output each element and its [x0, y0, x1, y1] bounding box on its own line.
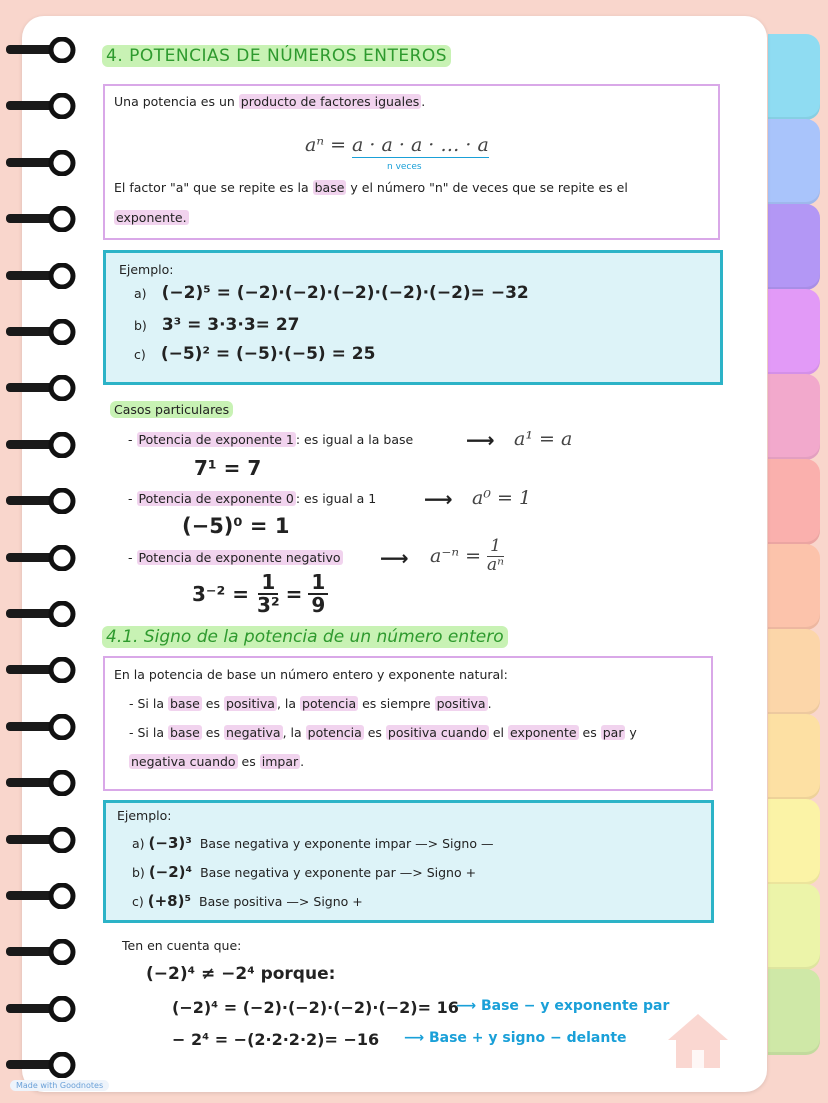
- example-2-label: Ejemplo:: [117, 808, 172, 823]
- definition-box: [103, 84, 720, 240]
- caso-exponente-1: - Potencia de exponente 1 : es igual a la base: [128, 432, 414, 447]
- note-line-1: (−2)⁴ ≠ −2⁴ porque:: [146, 964, 336, 984]
- spiral-ring: [4, 375, 78, 401]
- caso-3-arrow: ⟶: [380, 546, 409, 570]
- sign-rule-negative-base: - Si la base es negativa , la potencia es positiva cuando el exponente es par y: [129, 725, 637, 740]
- index-tab[interactable]: [768, 119, 820, 205]
- index-tab[interactable]: [768, 969, 820, 1055]
- spiral-ring: [4, 939, 78, 965]
- power-formula: aⁿ = a · a · a · … · a: [305, 134, 489, 156]
- note-line-2: (−2)⁴ = (−2)·(−2)·(−2)·(−2)= 16: [172, 998, 459, 1017]
- caso-2-example: (−5)⁰ = 1: [182, 514, 290, 538]
- note-line-3: − 2⁴ = −(2·2·2·2)= −16: [172, 1030, 380, 1049]
- spiral-ring: [4, 432, 78, 458]
- index-tab[interactable]: [768, 459, 820, 545]
- example-2-row-c: c) (+8)⁵ Base positiva —> Signo +: [132, 892, 363, 910]
- example-2-row-b: b) (−2)⁴ Base negativa y exponente par —> Signo +: [132, 863, 477, 881]
- index-tab[interactable]: [768, 629, 820, 715]
- sign-rule-positive-base: - Si la base es positiva , la potencia es siempre positiva .: [129, 696, 492, 711]
- example-1-row-b: b) 3³ = 3·3·3= 27: [134, 315, 300, 335]
- index-tab[interactable]: [768, 34, 820, 120]
- index-tab[interactable]: [768, 544, 820, 630]
- caso-exponente-negativo: - Potencia de exponente negativo: [128, 550, 341, 565]
- caso-3-example: 3⁻² = $\frac{1}{\text{3²}}$ = $\frac{1}{9}$: [192, 572, 328, 616]
- index-tab[interactable]: [768, 799, 820, 885]
- spiral-ring: [4, 150, 78, 176]
- example-1-row-c: c) (−5)² = (−5)·(−5) = 25: [134, 344, 376, 364]
- caso-2-formula: a⁰ = 1: [472, 487, 532, 509]
- goodnotes-watermark: Made with Goodnotes: [10, 1080, 109, 1091]
- definition-line-1: Una potencia es un producto de factores iguales .: [114, 94, 426, 109]
- spiral-ring: [4, 93, 78, 119]
- spiral-ring: [4, 996, 78, 1022]
- spiral-ring: [4, 770, 78, 796]
- sign-rule-negative-base-cont: negativa cuando es impar .: [131, 754, 305, 769]
- example-box-2: [103, 800, 714, 923]
- home-icon[interactable]: [664, 1010, 732, 1070]
- spiral-ring: [4, 488, 78, 514]
- index-tab[interactable]: [768, 714, 820, 800]
- example-1-label: Ejemplo:: [119, 262, 174, 277]
- formula-underbrace-label: n veces: [387, 162, 422, 172]
- index-tab[interactable]: [768, 374, 820, 460]
- sign-rules-box: [103, 656, 713, 791]
- spiral-ring: [4, 657, 78, 683]
- spiral-ring: [4, 319, 78, 345]
- section-4-title: 4. POTENCIAS DE NÚMEROS ENTEROS: [102, 46, 451, 66]
- spiral-ring: [4, 545, 78, 571]
- spiral-ring: [4, 263, 78, 289]
- caso-1-example: 7¹ = 7: [194, 456, 262, 480]
- index-tab[interactable]: [768, 289, 820, 375]
- spiral-ring: [4, 714, 78, 740]
- caso-1-formula: a¹ = a: [514, 428, 573, 450]
- caso-3-formula: a⁻ⁿ = $\frac{1}{\text{aⁿ}}$: [430, 536, 505, 575]
- spiral-ring: [4, 827, 78, 853]
- spiral-ring: [4, 883, 78, 909]
- note-line-2-annotation: ⟶ Base − y exponente par: [456, 998, 670, 1014]
- spiral-ring: [4, 1052, 78, 1078]
- caso-2-arrow: ⟶: [424, 487, 453, 511]
- index-tab[interactable]: [768, 884, 820, 970]
- example-box-1: [103, 250, 723, 385]
- section-4-1-title: 4.1. Signo de la potencia de un número entero: [102, 627, 508, 647]
- spiral-ring: [4, 206, 78, 232]
- definition-line-2: El factor "a" que se repite es la base y el número "n" de veces que se repite es el: [114, 180, 628, 195]
- example-2-row-a: a) (−3)³ Base negativa y exponente impar —> Signo —: [132, 834, 494, 852]
- spiral-ring: [4, 601, 78, 627]
- index-tab[interactable]: [768, 204, 820, 290]
- sign-rules-intro: En la potencia de base un número entero y exponente natural:: [114, 667, 508, 682]
- casos-particulares-title: Casos particulares: [110, 402, 233, 417]
- definition-line-3: exponente.: [116, 210, 187, 225]
- spiral-ring: [4, 37, 78, 63]
- caso-1-arrow: ⟶: [466, 428, 495, 452]
- caso-exponente-0: - Potencia de exponente 0 : es igual a 1: [128, 491, 377, 506]
- example-1-row-a: a) (−2)⁵ = (−2)·(−2)·(−2)·(−2)·(−2)= −32: [134, 283, 529, 303]
- note-line-3-annotation: ⟶ Base + y signo − delante: [404, 1030, 627, 1046]
- note-label: Ten en cuenta que:: [122, 938, 242, 953]
